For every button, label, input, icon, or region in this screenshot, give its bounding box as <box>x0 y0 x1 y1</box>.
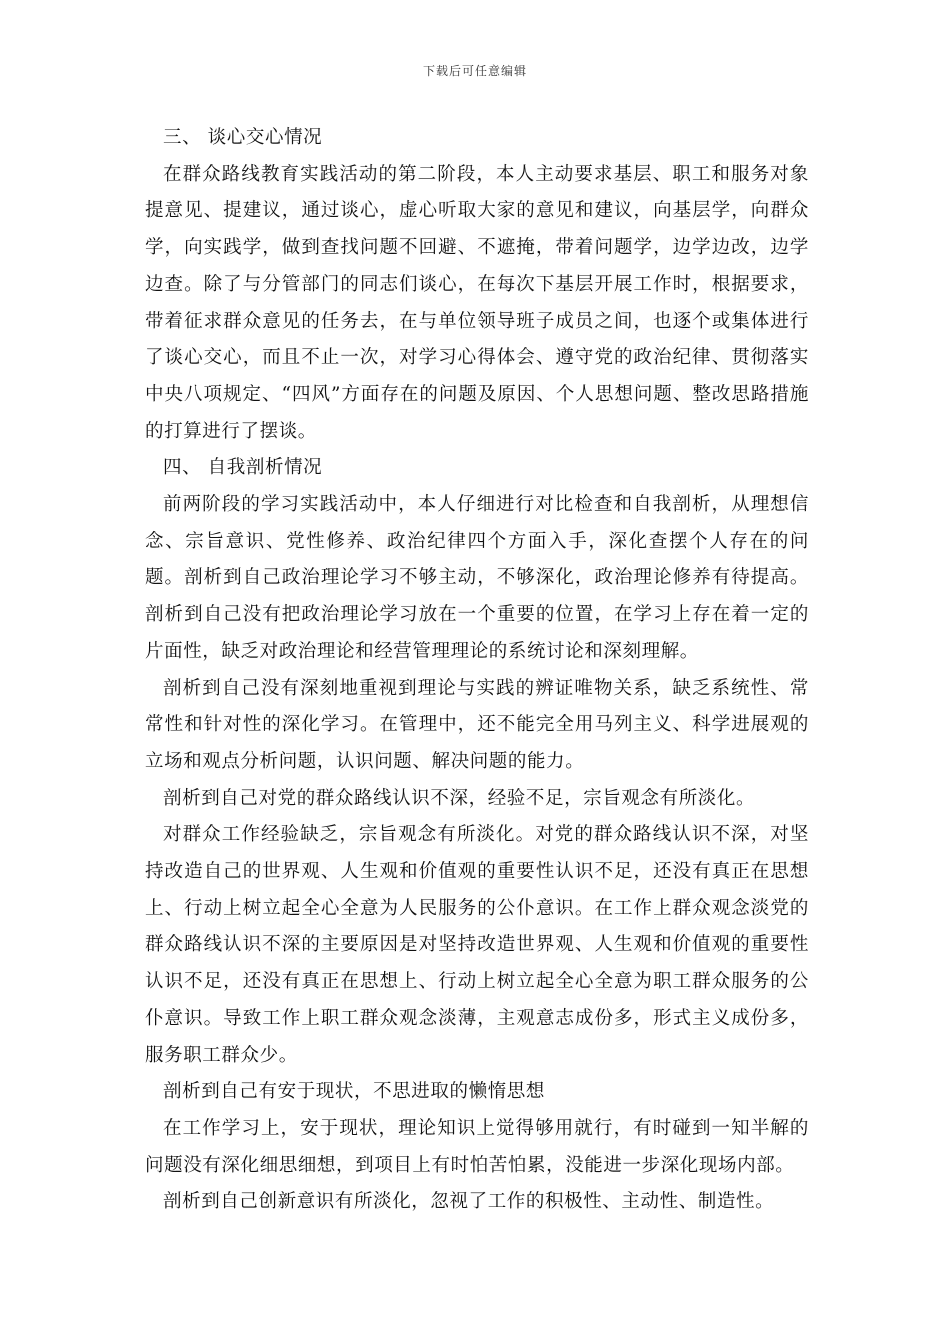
document-body <box>145 120 809 1221</box>
paragraph: 在群众路线教育实践活动的第二阶段，本人主动要求基层、职工和服务对象提意见、提建议，通过谈心，虚心听取大家的意见和建议，向基层学，向群众学，向实践学，做到查找问题不回避、不遮掩，带着问题学，边学边改，边学边查。除了与分管部门的同志们谈心，在每次下基层开展工作时，根据要求，带着征求群众意见的任务去，在与单位领导班子成员之间，也逐个或集体进行了谈心交心，而且不止一次，对学习心得体会、遵守党的政治纪律、贯彻落实中央八项规定、“四风”方面存在的问题及原因、个人思想问题、整改思路措施的打算进行了摆谈。 <box>145 163 809 442</box>
paragraph: 在工作学习上，安于现状，理论知识上觉得够用就行，有时碰到一知半解的问题没有深化细思细想，到项目上有时怕苦怕累，没能进一步深化现场内部。 <box>145 1117 809 1176</box>
paragraph: 对群众工作经验缺乏，宗旨观念有所淡化。对党的群众路线认识不深，对坚持改造自己的世界观、人生观和价值观的重要性认识不足，还没有真正在思想上、行动上树立起全心全意为人民服务的公仆意识。在工作上群众观念淡党的群众路线认识不深的主要原因是对坚持改造世界观、人生观和价值观的重要性认识不足，还没有真正在思想上、行动上树立起全心全意为职工群众服务的公仆意识。导致工作上职工群众观念淡薄，主观意志成份多，形式主义成份多，服务职工群众少。 <box>145 824 809 1066</box>
paragraph: 剖析到自己对党的群众路线认识不深，经验不足，宗旨观念有所淡化。 <box>163 787 756 809</box>
paragraph: 剖析到自己创新意识有所淡化，忽视了工作的积极性、主动性、制造性。 <box>163 1191 775 1213</box>
paragraph: 剖析到自己有安于现状，不思进取的懒惰思想 <box>163 1081 546 1103</box>
paragraph: 前两阶段的学习实践活动中，本人仔细进行对比检查和自我剖析，从理想信念、宗旨意识、党性修养、政治纪律四个方面入手，深化查摆个人存在的问题。剖析到自己政治理论学习不够主动，不够深化，政治理论修养有待提高。剖析到自己没有把政治理论学习放在一个重要的位置，在学习上存在着一定的片面性，缺乏对政治理论和经营管理理论的系统讨论和深刻理解。 <box>145 494 809 662</box>
section-heading: 四、 自我剖析情况 <box>163 457 323 479</box>
section-heading: 三、 谈心交心情况 <box>163 127 323 148</box>
page-header: 下载后可任意编辑 <box>422 64 527 78</box>
paragraph: 剖析到自己没有深刻地重视到理论与实践的辨证唯物关系，缺乏系统性、常常性和针对性的深化学习。在管理中，还不能完全用马列主义、科学进展观的立场和观点分析问题，认识问题、解决问题的能力。 <box>145 677 809 772</box>
